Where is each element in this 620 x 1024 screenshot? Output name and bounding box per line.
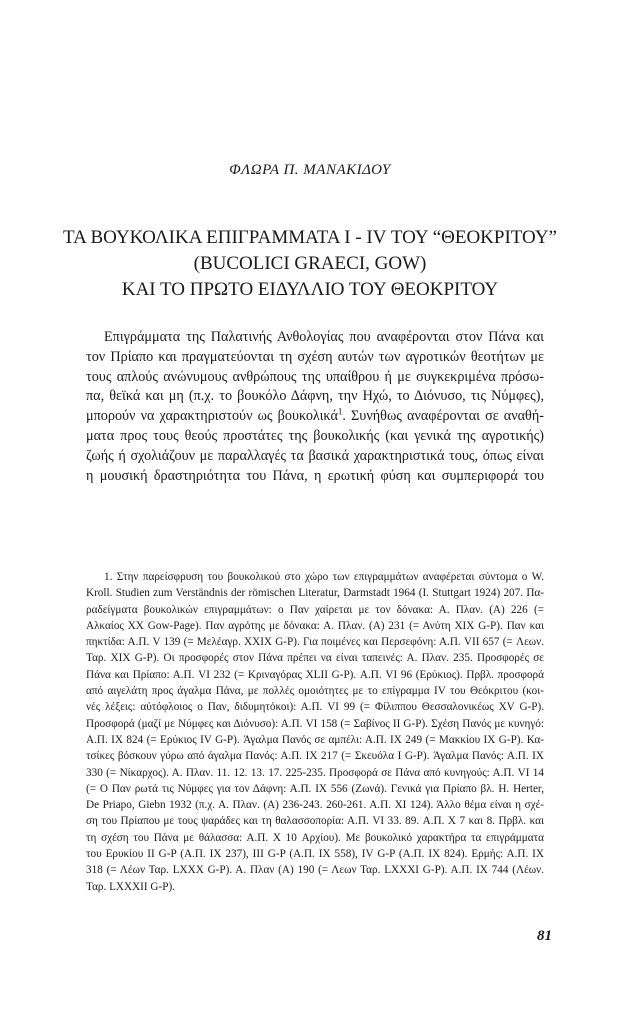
body-line-with-footnote <box>86 407 544 427</box>
footnote-line: Α.Π. IX 824 (= Ερύκιος IV G-P). Άγαλμα Πανός σε αμπέλι: Α.Π. IX 249 (= Μακκίου IX G-P). Κα- <box>86 733 544 746</box>
footnotes <box>86 569 544 895</box>
footnote-line: 1. Στην παρείσφρυση του βουκολικού στο χώρο των επιγραμμάτων αναφέρεται σύντομα ο W. <box>104 571 544 583</box>
title-line: (BUCOLICI GRAECI, GOW) <box>193 253 427 274</box>
footnote-line: Αλκαίος XX Gow-Page). Παν αγρότης με δόνακα: Α. Πλαν. (Α) 231 (= Ανύτη XIX G-P). Παν και <box>86 619 544 632</box>
title-line: ΤΑ ΒΟΥΚΟΛΙΚΑ ΕΠΙΓΡΑΜΜΑΤΑ Ι - IV ΤΟΥ “ΘΕΟΚΡΙΤΟΥ” <box>63 227 557 248</box>
title-line: ΚΑΙ ΤΟ ΠΡΩΤΟ ΕΙΔΥΛΛΙΟ ΤΟΥ ΘΕΟΚΡΙΤΟΥ <box>121 279 499 300</box>
footnote-line: (= Ο Παν ρωτά τις Νύμφες για τον Δάφνη: Α.Π. IX 556 (Ζωνά). Γενικά για Πρίαπο βλ. H. Herter, <box>86 782 544 795</box>
footnote-line: Ταρ. LXXXII G-P). <box>86 880 175 893</box>
body-line: Επιγράμματα της Παλατινής Ανθολογίας που αναφέρονται στον Πάνα και <box>104 329 544 345</box>
footnote-line: Προσφορά (μαζί με Νύμφες και Διόνυσο): Α.Π. VI 158 (= Σαβίνος II G-P). Σχέση Πανός με κυνηγό: <box>86 717 544 730</box>
footnote-line: νές λέξεις: αὐτόφλοιος ο Παν, διδυμητόκοι): Α.Π. VI 99 (= Φίλιππου Θεσσαλονικέως XV G-P). <box>86 701 544 714</box>
footnote-marker[interactable]: 1 <box>337 406 343 417</box>
author-name: ΦΛΩΡΑ Π. ΜΑΝΑΚΙΔΟΥ <box>229 162 391 178</box>
footnote-line: 330 (= Νίκαρχος). Α. Πλαν. 11. 12. 13. 17. 225-235. Προσφορά σε Πάνα από κυνηγούς: Α.Π. VI 14 <box>86 766 544 779</box>
footnote-line: τσίκες βόσκουν γύρω από άγαλμα Πανός: Α.Π. IX 217 (= Σκευόλα I G-P). Άγαλμα Πανός: Α.Π. IX <box>86 750 544 763</box>
body-paragraph <box>86 328 544 486</box>
footnote-line: Kroll. Studien zum Verständnis der römischen Literatur, Darmstadt 1964 (I. Stuttgart 1924) 207. Πα- <box>86 587 544 600</box>
footnote-line: ση του Πρίαπου με τους ψαράδες και τη θαλασσοπορία: Α.Π. VI 33. 89. Α.Π. X 7 και 8. Πρβλ. και <box>86 815 544 828</box>
footnote-line: Ταρ. XIX G-P). Οι προσφορές στον Πάνα πρέπει να είναι ταπεινές: Α. Πλαν. 235. Προσφορές σε <box>86 652 544 665</box>
page-number: 81 <box>537 928 552 944</box>
footnote-line: τη σχέση του Πάνα με θάλασσα: Α.Π. X 10 Αρχίου). Με βουκολικό χαρακτήρα τα επιγράμματα <box>86 831 544 844</box>
body-line: η μουσική δραστηριότητα του Πάνα, η ερωτική φύση και συμπεριφορά του <box>86 467 544 484</box>
body-line: πα, θεϊκά και μη (π.χ. το βουκόλο Δάφνη, την Ηχώ, το Διόνυσο, τις Νύμφες), <box>86 388 544 405</box>
footnote-line: από αιγελάτη προς άγαλμα Πάνα, με πολλές ομοιότητες με το επίγραμμα IV του Θεόκριτου (κοι- <box>86 685 544 698</box>
footnote-line: De Priapo, Giebn 1932 (π.χ. Α. Πλαν. (Α) 236-243. 260-261. Α.Π. XI 124). Άλλο θέμα είναι η σχέ- <box>86 799 544 812</box>
footnote-line: του Ερυκίου II G-P (Α.Π. IX 237), III G-P (Α.Π. IX 558), IV G-P (Α.Π. IX 824). Ερμής: Α.Π. IX <box>86 848 544 861</box>
body-line: ματα προς τους θεούς προστάτες της βουκολικής (και γενικά της αγροτικής) <box>86 427 544 444</box>
article-title <box>60 225 560 303</box>
footnote-line: ραδείγματα βουκολικών επιγραμμάτων: ο Παν χαίρεται με τον δόνακα: Α. Πλαν. (Α) 226 (= <box>86 603 544 616</box>
footnote-line: Πάνα και Πρίαπο: Α.Π. VI 232 (= Κριναγόρας XLII G-P). Α.Π. VI 96 (Ερύκιος). Πρβλ. προσφορά <box>86 668 544 681</box>
body-line-text: . Συνήθως αναφέρονται σε αναθή- <box>342 408 544 425</box>
body-line: τους απλούς ανώνυμους ανθρώπους της υπαίθρου ή με συγκεκριμένα πρόσω- <box>86 368 544 385</box>
body-line: ζωής ή σχολιάζουν με παραλλαγές τα βασικά χαρακτηριστικά τους, όπως είναι <box>86 447 544 464</box>
body-line-text: μπορούν να χαρακτηριστούν ως βουκολικά <box>86 408 338 425</box>
footnote-line: πηκτίδα: Α.Π. V 139 (= Μελέαγρ. XXIX G-P). Για ποιμένες και Περσεφόνη: Α.Π. VII 657 (= Λεων. <box>86 636 544 649</box>
footnote-line: 318 (= Λέων Ταρ. LXXX G-P). Α. Πλαν (Α) 190 (= Λεων Ταρ. LXXXI G-P). Α.Π. IX 744 (Λέων. <box>86 864 544 877</box>
body-line: τον Πρίαπο και πραγματεύονται τη σχέση αυτών των αγροτικών θεοτήτων με <box>86 348 544 365</box>
